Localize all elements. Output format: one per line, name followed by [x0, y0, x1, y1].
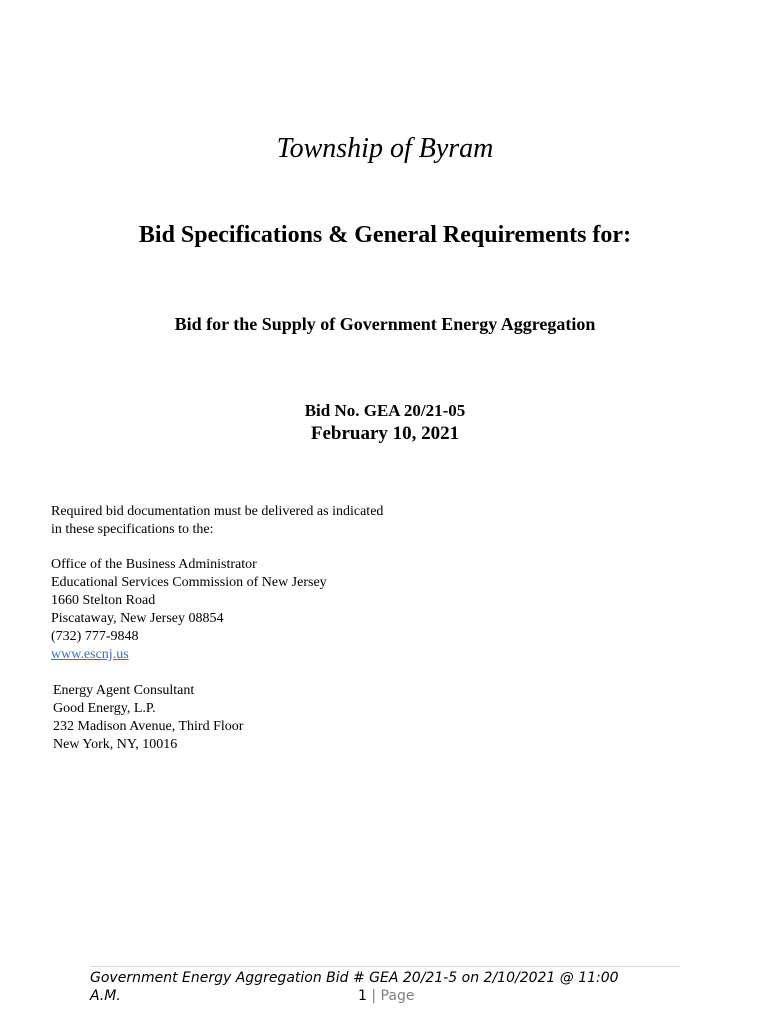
delivery-instructions [51, 503, 383, 539]
office-name: Office of the Business Administrator [51, 557, 257, 572]
footer-text-line1: Government Energy Aggregation Bid # GEA 20/21-5 on 2/10/2021 @ 11:00 [90, 970, 619, 986]
page-label: Page [380, 988, 415, 1004]
township-title: Township of Byram [276, 133, 494, 164]
footer-divider [90, 966, 680, 967]
instructions-line: in these specifications to the: [51, 522, 214, 537]
document-heading: Bid Specifications & General Requirements for: [138, 222, 632, 248]
agent-city: New York, NY, 10016 [53, 737, 178, 752]
footer-page-indicator [358, 987, 414, 1005]
office-website-link[interactable]: www.escnj.us [51, 647, 129, 662]
bid-number: Bid No. GEA 20/21-05 [304, 401, 466, 420]
office-phone: (732) 777-9848 [51, 629, 139, 644]
agent-title: Energy Agent Consultant [53, 683, 195, 698]
agent-street: 232 Madison Avenue, Third Floor [53, 719, 244, 734]
footer-text-line2: A.M. [90, 988, 121, 1004]
page-separator: | [371, 988, 377, 1004]
instructions-line: Required bid documentation must be delivered as indicated [51, 504, 384, 519]
bid-date: February 10, 2021 [310, 423, 460, 444]
energy-agent-address [53, 682, 243, 754]
office-organization: Educational Services Commission of New Jersey [51, 575, 327, 590]
page-number: 1 [358, 988, 367, 1004]
page-footer [90, 969, 680, 1005]
document-subheading: Bid for the Supply of Government Energy Aggregation [174, 314, 596, 334]
office-address [51, 556, 327, 664]
office-city: Piscataway, New Jersey 08854 [51, 611, 224, 626]
footer-line2 [90, 987, 680, 1005]
agent-company: Good Energy, L.P. [53, 701, 156, 716]
office-street: 1660 Stelton Road [51, 593, 156, 608]
